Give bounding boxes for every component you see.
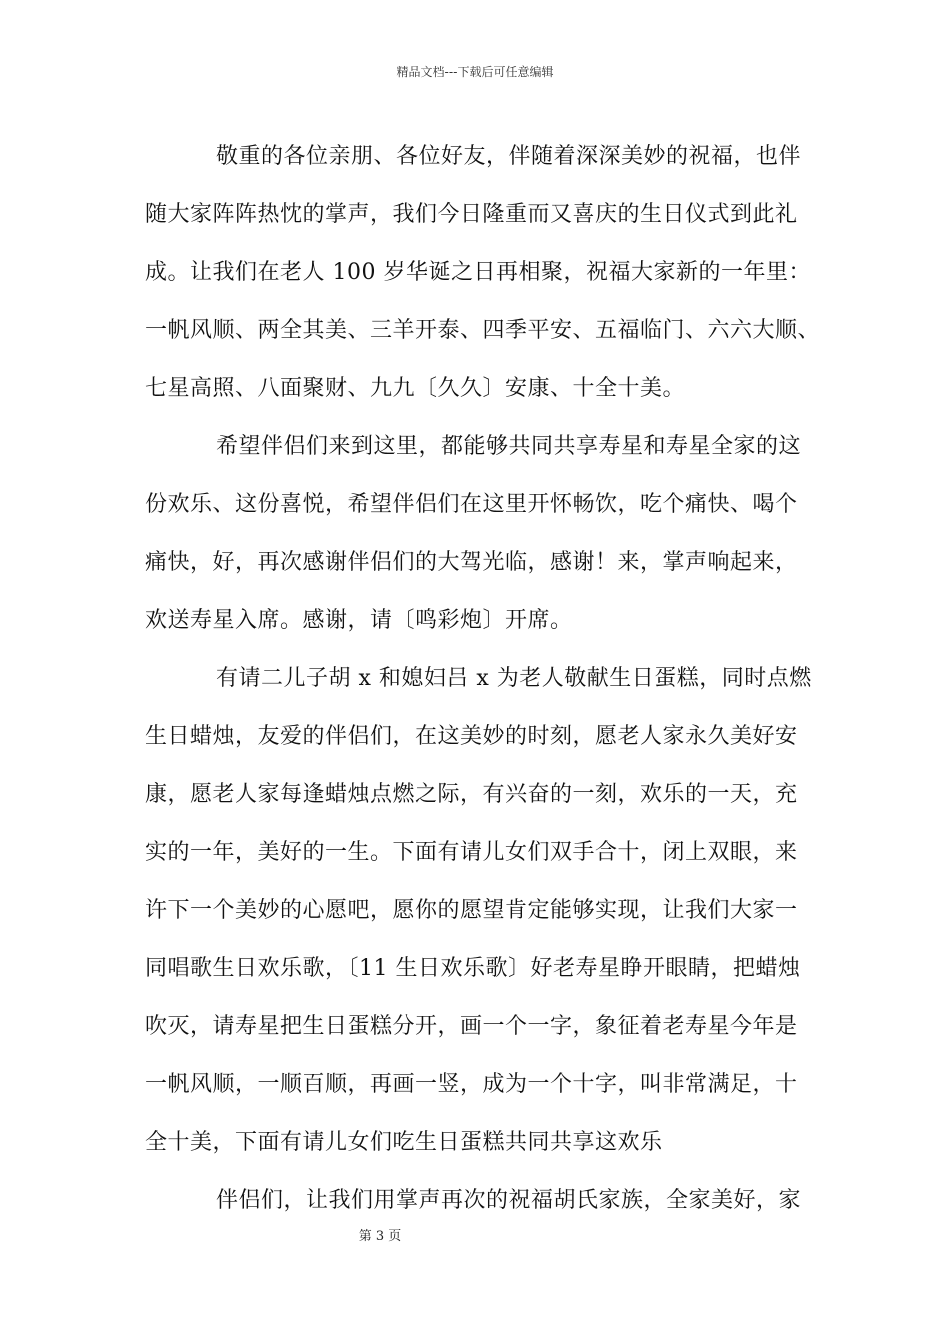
paragraph-1-line-5: 七星高照、八面聚财、九九〔久久〕安康、十全十美。	[145, 376, 686, 401]
page-number: 第 3 页	[358, 1229, 402, 1244]
paragraph-3-line-7: 吹灭，请寿星把生日蛋糕分开，画一个一字，象征着老寿星今年是	[145, 1014, 798, 1039]
paragraph-2-line-2: 份欢乐、这份喜悦，希望伴侣们在这里开怀畅饮，吃个痛快、喝个	[145, 492, 798, 517]
paragraph-4-line-1: 伴侣们，让我们用掌声再次的祝福胡氏家族，全家美好，家	[216, 1188, 802, 1213]
paragraph-3-line-9: 全十美，下面有请儿女们吃生日蛋糕共同共享这欢乐	[145, 1130, 663, 1155]
paragraph-2-line-3: 痛快，好，再次感谢伴侣们的大驾光临，感谢！来，掌声响起来，	[145, 550, 798, 575]
paragraph-1-line-2: 随大家阵阵热忱的掌声，我们今日隆重而又喜庆的生日仪式到此礼	[145, 202, 798, 227]
paragraph-1-line-4: 一帆风顺、两全其美、三羊开泰、四季平安、五福临门、六六大顺、	[145, 318, 821, 343]
paragraph-3-line-5: 许下一个美妙的心愿吧，愿你的愿望肯定能够实现，让我们大家一	[145, 898, 798, 923]
document-body	[145, 128, 821, 1230]
paragraph-1-line-3: 成。让我们在老人 100 岁华诞之日再相聚，祝福大家新的一年里：	[145, 260, 811, 285]
paragraph-2-line-1: 希望伴侣们来到这里，都能够共同共享寿星和寿星全家的这	[216, 434, 802, 459]
paragraph-3-line-2: 生日蜡烛，友爱的伴侣们，在这美妙的时刻，愿老人家永久美好安	[145, 724, 798, 749]
paragraph-3-line-3: 康，愿老人家每逢蜡烛点燃之际，有兴奋的一刻，欢乐的一天，充	[145, 782, 798, 807]
paragraph-2-line-4: 欢送寿星入席。感谢，请〔鸣彩炮〕开席。	[145, 608, 573, 633]
page-header: 精品文档---下载后可任意编辑	[396, 65, 554, 79]
paragraph-3-line-4: 实的一年，美好的一生。下面有请儿女们双手合十，闭上双眼，来	[145, 840, 798, 865]
paragraph-3-line-1: 有请二儿子胡 x 和媳妇吕 x 为老人敬献生日蛋糕，同时点燃	[216, 666, 812, 691]
paragraph-3-line-6: 同唱歌生日欢乐歌，〔11 生日欢乐歌〕好老寿星睁开眼睛，把蜡烛	[145, 956, 801, 981]
paragraph-3-line-8: 一帆风顺，一顺百顺，再画一竖，成为一个十字，叫非常满足，十	[145, 1072, 798, 1097]
paragraph-1-line-1: 敬重的各位亲朋、各位好友，伴随着深深美妙的祝福，也伴	[216, 144, 802, 169]
